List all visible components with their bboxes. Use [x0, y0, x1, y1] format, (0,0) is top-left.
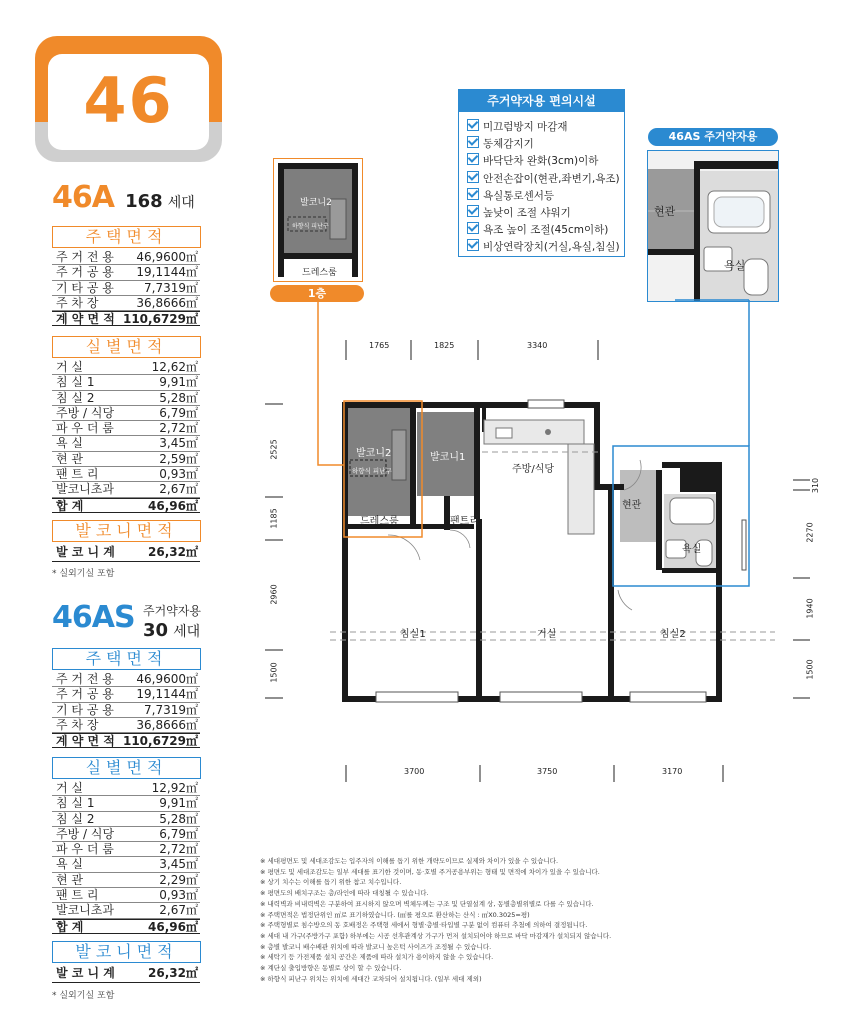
type-as-housing-header: 주택면적	[52, 648, 201, 670]
footnote-line: ※ 주택면적은 법정단위인 ㎡로 표기하였습니다. (㎡를 평으로 환산하는 산식 : ㎡X0.3025=평)	[260, 910, 530, 919]
area-row-value: 6,79㎡	[159, 826, 198, 841]
type-as-subtitle: 주거약자용	[143, 604, 201, 618]
type-as-balcony-header: 발코니면적	[52, 941, 201, 963]
type-a-title: 46A	[52, 180, 114, 215]
type-a-note: * 실외기실 포함	[52, 569, 115, 579]
area-total-label: 합 계	[56, 498, 84, 513]
type-a-balcony-value: 26,32㎡	[148, 545, 198, 559]
area-row-value: 6,79㎡	[159, 405, 198, 420]
area-row-value: 3,45㎡	[159, 857, 198, 872]
dim-left-2: 1185	[269, 508, 279, 529]
area-row-label: 주 거 공 용	[56, 687, 114, 702]
inset-as-entrance: 현관	[654, 205, 676, 218]
facilities-header: 주거약자용 편의시설	[459, 90, 624, 112]
footnote-line: ※ 주택형별로 침수방으의 동 호배정은 주택형 세에서 형별·층별·타입별 구분 없이 컴퓨터 추첨에 의하여 결정됩니다.	[260, 921, 588, 930]
dim-bottom-2: 3750	[537, 767, 558, 776]
area-row-label: 팬 트 리	[56, 467, 99, 482]
type-a-balcony-label: 발 코 니 계	[56, 545, 115, 559]
facility-item-label: 욕조 높이 조절(45cm이하)	[483, 224, 609, 237]
area-row-label: 주 거 전 용	[56, 672, 114, 686]
dim-right-3: 1940	[805, 598, 815, 619]
area-row-label: 주방 / 식당	[56, 405, 115, 420]
dim-left-1: 2525	[269, 439, 279, 460]
dim-bottom-1: 3700	[404, 767, 425, 776]
type-a-units: 168	[125, 191, 163, 212]
area-row-label: 현 관	[56, 872, 83, 887]
area-row-value: 7,7319㎡	[144, 280, 198, 295]
type-a-units-label: 세대	[167, 195, 195, 211]
area-row-value: 12,92㎡	[151, 781, 198, 795]
area-row-label: 발코니초과	[56, 482, 114, 497]
area-total-label: 계 약 면 적	[56, 312, 115, 327]
footnotes	[260, 856, 850, 984]
area-row-label: 주 거 전 용	[56, 250, 114, 264]
area-row-label: 주 차 장	[56, 295, 99, 310]
area-row-label: 팬 트 리	[56, 888, 99, 903]
area-row-value: 46,9600㎡	[136, 672, 198, 686]
area-row-value: 46,9600㎡	[136, 250, 198, 264]
footnote-line: ※ 층별 발코니 배수배관 위치에 따라 발코니 높은턱 사이즈가 조정될 수 있습니다.	[260, 942, 492, 951]
area-row-value: 9,91㎡	[159, 375, 198, 390]
area-row-label: 침 실 1	[56, 796, 95, 811]
inset-floor1-balcony: 발코니2	[300, 198, 332, 208]
facility-item-label: 바닥단차 완화(3cm)이하	[483, 155, 599, 168]
area-row-label: 파 우 더 룸	[56, 421, 114, 436]
inset-as-label: 46AS 주거약자용	[648, 128, 778, 146]
type-a-housing-header: 주택면적	[52, 226, 201, 248]
area-row-value: 36,8666㎡	[136, 295, 198, 310]
area-row-value: 5,28㎡	[159, 811, 198, 826]
area-row-value: 12,62㎡	[151, 360, 198, 374]
area-row-value: 7,7319㎡	[144, 702, 198, 717]
room-bed1: 침실1	[400, 629, 426, 640]
area-row-label: 주방 / 식당	[56, 826, 115, 841]
type-as-title: 46AS	[52, 600, 135, 635]
dim-top-2: 1825	[434, 341, 455, 350]
area-row-label: 파 우 더 룸	[56, 842, 114, 857]
dim-bottom-3: 3170	[662, 767, 683, 776]
facility-item-label: 비상연락장치(거실,욕실,침실)	[483, 241, 620, 254]
area-row-value: 36,8666㎡	[136, 717, 198, 732]
dim-top-3: 3340	[527, 341, 548, 350]
area-row-label: 기 타 공 용	[56, 280, 114, 295]
area-row-label: 욕 실	[56, 436, 83, 451]
area-total-value: 110,6729㎡	[122, 312, 198, 327]
area-row-label: 주 차 장	[56, 717, 99, 732]
room-balcony2: 발코니2	[356, 448, 392, 459]
room-bath: 욕실	[682, 544, 702, 555]
room-dress: 드레스룸	[360, 516, 399, 527]
type-as-units-label: 세대	[173, 624, 201, 640]
area-row-label: 거 실	[56, 781, 83, 795]
area-row-value: 0,93㎡	[159, 467, 198, 482]
facility-item-label: 미끄럼방지 마감재	[483, 121, 568, 133]
area-row-label: 침 실 1	[56, 375, 95, 390]
area-row-value: 2,67㎡	[159, 903, 198, 918]
area-row-value: 19,1144㎡	[136, 687, 198, 702]
room-pantry: 팬트리	[450, 516, 479, 527]
area-row-value: 2,67㎡	[159, 482, 198, 497]
type-as-balcony-value: 26,32㎡	[148, 966, 198, 980]
inset-as-bath: 욕실	[724, 259, 746, 272]
type-a-balcony-header: 발코니면적	[52, 520, 201, 542]
area-total-value: 110,6729㎡	[122, 734, 198, 749]
facility-item-label: 동체감지기	[483, 138, 534, 151]
area-row-label: 발코니초과	[56, 903, 114, 918]
room-kitchen: 주방/식당	[512, 464, 555, 475]
room-bed2: 침실2	[660, 629, 686, 640]
dim-right-4: 1500	[805, 659, 815, 680]
area-row-label: 침 실 2	[56, 811, 95, 826]
type-as-balcony-label: 발 코 니 계	[56, 966, 115, 980]
area-row-value: 2,29㎡	[159, 872, 198, 887]
dim-left-3: 2960	[269, 584, 279, 605]
footnote-line: ※ 평면도 및 세대조감도는 일부 세대를 표기한 것이며, 동·호별 주거공용부위는 형태 및 면적에 차이가 있을 수 있습니다.	[260, 867, 600, 876]
footnote-line: ※ 계단실 출입방향은 동별로 상이 할 수 있습니다.	[260, 964, 402, 973]
room-outdoor-hatch: 하향식 피난구	[352, 467, 392, 475]
area-row-value: 19,1144㎡	[136, 265, 198, 280]
area-row-value: 2,72㎡	[159, 421, 198, 436]
type-as-note: * 실외기실 포함	[52, 991, 115, 1001]
area-row-value: 0,93㎡	[159, 888, 198, 903]
area-total-label: 계 약 면 적	[56, 734, 115, 749]
area-row-value: 3,45㎡	[159, 436, 198, 451]
footnote-line: ※ 세대 내 가구(주방가구 포함) 하부에는 시공 선후관계상 가구가 먼저 설치되어야 하므로 바닥 마감재가 설치되지 않습니다.	[260, 931, 612, 940]
area-row-label: 침 실 2	[56, 390, 95, 405]
dim-top-1: 1765	[369, 341, 390, 350]
footnote-line: ※ 세탁기 등 가전제품 설치 공간은 제품에 따라 설치가 용이하지 않을 수 있습니다.	[260, 953, 494, 962]
type-a-room-header: 실별면적	[52, 336, 201, 358]
room-balcony1: 발코니1	[430, 452, 466, 463]
inset-floor1-label: 1층	[270, 285, 364, 302]
area-row-value: 5,28㎡	[159, 390, 198, 405]
footnote-line: ※ 하향식 피난구 위치는 위치에 세대간 교차되어 설치됩니다. (일부 세대 제외)	[260, 974, 482, 983]
footnote-line: ※ 세대평면도 및 세대조감도는 입주자의 이해를 돕기 위한 개략도이므로 실제와 차이가 있을 수 있습니다.	[260, 857, 559, 865]
inset-floor1-outdoor: 하향식 피난구	[292, 223, 329, 230]
facility-item-label: 높낮이 조절 샤워기	[483, 207, 571, 219]
area-total-value: 46,96㎡	[148, 498, 198, 513]
room-living: 거실	[537, 629, 557, 640]
area-row-value: 2,72㎡	[159, 842, 198, 857]
dim-right-1: 310	[811, 477, 821, 494]
area-row-label: 현 관	[56, 451, 83, 466]
area-row-value: 2,59㎡	[159, 451, 198, 466]
dim-left-4: 1500	[269, 662, 279, 683]
area-row-value: 9,91㎡	[159, 796, 198, 811]
facility-item-label: 안전손잡이(현관,좌변기,욕조)	[483, 172, 620, 185]
dim-right-2: 2270	[805, 522, 815, 543]
inset-floor1-dress: 드레스룸	[302, 268, 337, 278]
footnote-line: ※ 내력벽과 비내력벽은 구분하여 표시하지 않으며 벽체두께는 구조 및 단열설계 상, 동별층별위별로 다를 수 있습니다.	[260, 899, 594, 908]
area-total-label: 합 계	[56, 919, 84, 934]
area-total-value: 46,96㎡	[148, 919, 198, 934]
area-row-label: 기 타 공 용	[56, 702, 114, 717]
room-entrance: 현관	[622, 500, 642, 511]
footnote-line: ※ 상기 치수는 이해를 돕기 위한 참고 치수입니다.	[260, 878, 402, 887]
type-as-units: 30	[143, 620, 169, 641]
footnote-line: ※ 평면도의 배치구조는 층/라인에 따라 대칭될 수 있습니다.	[260, 889, 429, 898]
area-row-label: 주 거 공 용	[56, 265, 114, 280]
type-as-room-header: 실별면적	[52, 757, 201, 779]
unit-type-number: 46	[83, 64, 174, 137]
facility-item-label: 욕실통로센서등	[483, 189, 555, 202]
area-row-label: 거 실	[56, 360, 83, 374]
area-row-label: 욕 실	[56, 857, 83, 872]
